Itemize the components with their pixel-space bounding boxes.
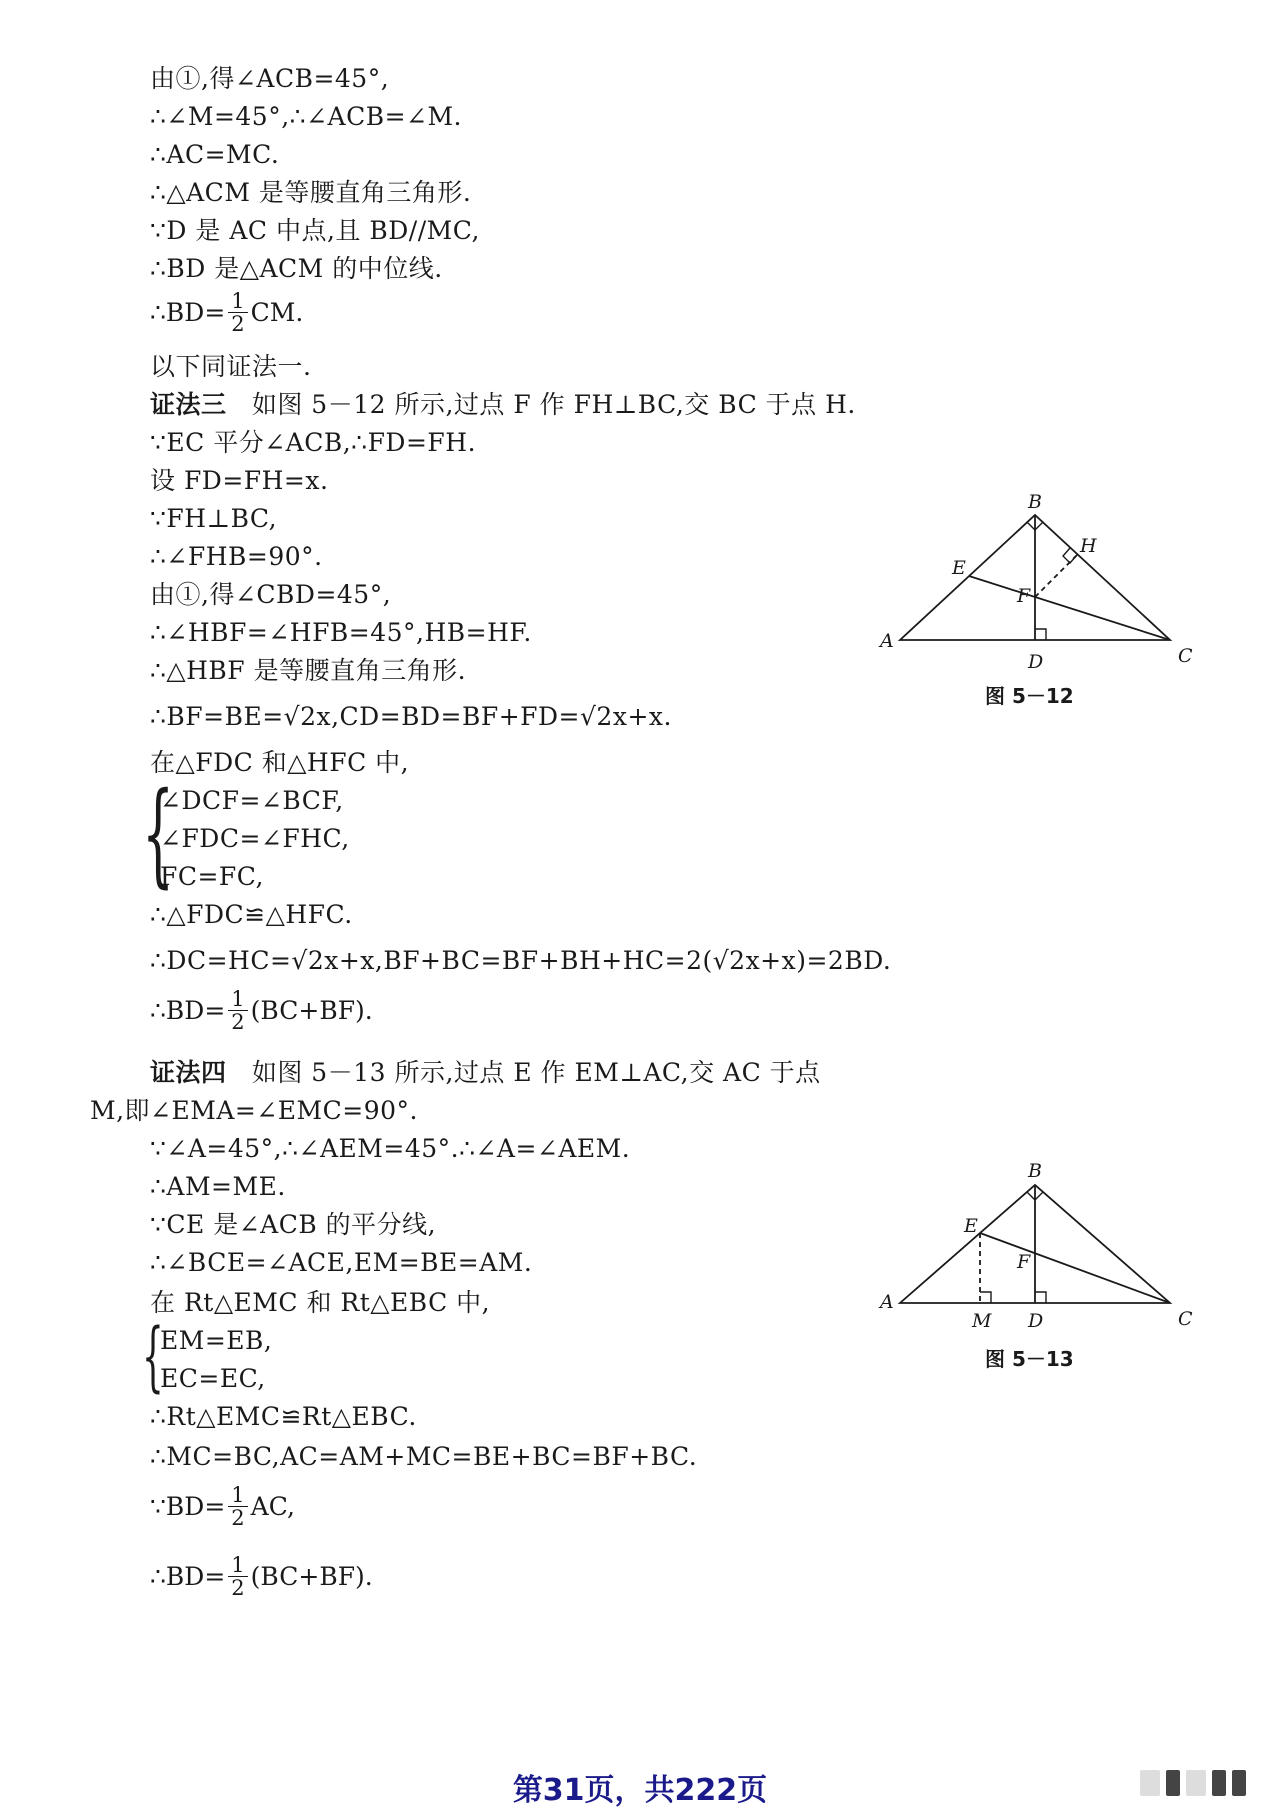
right-angle-d [1035, 1292, 1046, 1303]
label-d: D [1028, 651, 1044, 673]
denominator: 2 [231, 312, 245, 336]
denominator: 2 [231, 1506, 245, 1530]
line-26: 在 Rt△EMC 和 Rt△EBC 中, [150, 1288, 491, 1317]
line-25: ∴∠BCE=∠ACE,EM=BE=AM. [150, 1248, 533, 1277]
label-c: C [1178, 645, 1193, 667]
toolbar-icon[interactable] [1212, 1770, 1226, 1796]
system-brace-2: { [142, 1311, 164, 1400]
toolbar-icon[interactable] [1140, 1770, 1160, 1796]
line-23: ∴AM=ME. [150, 1172, 286, 1201]
right-angle-d [1035, 629, 1046, 640]
segment-ec [969, 576, 1170, 640]
page-indicator: 第31页，共222页 [512, 1773, 768, 1808]
system2-line-1: EM=EB, [160, 1326, 273, 1355]
line-4: ∴△ACM 是等腰直角三角形. [150, 178, 472, 207]
fraction [228, 1554, 247, 1599]
line-3: ∴AC=MC. [150, 140, 280, 169]
frac-prefix: ∴BD= [150, 1562, 226, 1591]
toolbar-icon[interactable] [1232, 1770, 1246, 1796]
line-1: 由①,得∠ACB=45°, [150, 64, 390, 93]
line-10: 设 FD=FH=x. [150, 466, 329, 495]
fraction [228, 988, 247, 1033]
figure-5-12-caption: 图 5－12 [985, 684, 1074, 708]
method-4-heading: 证法四 [150, 1058, 227, 1087]
line-27: ∴Rt△EMC≌Rt△EBC. [150, 1402, 417, 1431]
line-15: ∴△HBF 是等腰直角三角形. [150, 656, 467, 685]
frac-suffix: (BC+BF). [250, 996, 373, 1025]
frac-prefix: ∴BD= [150, 298, 226, 327]
line-11: ∵FH⊥BC, [150, 504, 278, 533]
line-28: ∴MC=BC,AC=AM+MC=BE+BC=BF+BC. [150, 1442, 698, 1471]
system2-line-2: EC=EC, [160, 1364, 266, 1393]
line-24: ∵CE 是∠ACB 的平分线, [150, 1210, 437, 1239]
line-22: ∵∠A=45°,∴∠AEM=45°.∴∠A=∠AEM. [150, 1134, 631, 1163]
line-16: ∴BF=BE=√2x,CD=BD=BF+FD=√2x+x. [150, 702, 672, 731]
viewer-toolbar[interactable] [1140, 1770, 1246, 1796]
figure-5-13-svg [870, 1155, 1210, 1335]
figure-5-13-caption: 图 5－13 [985, 1347, 1074, 1371]
segment-ec [980, 1233, 1170, 1303]
numerator: 1 [228, 290, 247, 313]
label-e: E [952, 557, 966, 579]
frac-suffix: AC, [250, 1492, 295, 1521]
denominator: 2 [231, 1010, 245, 1034]
line-30-fraction [150, 1554, 373, 1599]
line-29-fraction [150, 1484, 295, 1529]
line-7-fraction [150, 290, 303, 335]
system-brace: { [142, 769, 175, 899]
denominator: 2 [231, 1576, 245, 1600]
label-b: B [1028, 1160, 1042, 1182]
figure-5-12 [870, 490, 1210, 684]
method-3-body: 如图 5－12 所示,过点 F 作 FH⊥BC,交 BC 于点 H. [251, 390, 856, 419]
system-line-1: ∠DCF=∠BCF, [160, 786, 344, 815]
line-14: ∴∠HBF=∠HFB=45°,HB=HF. [150, 618, 532, 647]
method-3-line [150, 388, 856, 422]
line-6: ∴BD 是△ACM 的中位线. [150, 254, 443, 283]
frac-prefix: ∵BD= [150, 1492, 226, 1521]
label-f: F [1017, 1251, 1031, 1273]
numerator: 1 [228, 1484, 247, 1507]
label-m: M [972, 1310, 992, 1332]
figure-5-12-svg [870, 490, 1210, 680]
right-angle-m [980, 1292, 991, 1303]
label-b: B [1028, 491, 1042, 513]
method-3-heading: 证法三 [150, 390, 227, 419]
label-f: F [1017, 585, 1031, 607]
line-5: ∵D 是 AC 中点,且 BD//MC, [150, 216, 480, 245]
label-h: H [1080, 535, 1097, 557]
system-line-2: ∠FDC=∠FHC, [160, 824, 350, 853]
fraction [228, 1484, 247, 1529]
numerator: 1 [228, 1554, 247, 1577]
label-d: D [1028, 1310, 1044, 1332]
toolbar-icon[interactable] [1186, 1770, 1206, 1796]
label-a: A [880, 630, 894, 652]
line-12: ∴∠FHB=90°. [150, 542, 323, 571]
line-21: M,即∠EMA=∠EMC=90°. [90, 1096, 418, 1125]
line-13: 由①,得∠CBD=45°, [150, 580, 392, 609]
label-e: E [964, 1215, 978, 1237]
frac-suffix: CM. [250, 298, 304, 327]
line-2: ∴∠M=45°,∴∠ACB=∠M. [150, 102, 463, 131]
fraction [228, 290, 247, 335]
frac-prefix: ∴BD= [150, 996, 226, 1025]
right-angle-h [1063, 548, 1077, 563]
numerator: 1 [228, 988, 247, 1011]
system-line-3: FC=FC, [160, 862, 264, 891]
label-a: A [880, 1291, 894, 1313]
method-4-body: 如图 5－13 所示,过点 E 作 EM⊥AC,交 AC 于点 [251, 1058, 821, 1087]
toolbar-icon[interactable] [1166, 1770, 1180, 1796]
line-8: 以下同证法一. [150, 352, 312, 381]
line-9: ∵EC 平分∠ACB,∴FD=FH. [150, 428, 477, 457]
line-17: 在△FDC 和△HFC 中, [150, 748, 410, 777]
method-4-line [150, 1056, 821, 1090]
line-19: ∴DC=HC=√2x+x,BF+BC=BF+BH+HC=2(√2x+x)=2BD. [150, 946, 892, 975]
frac-suffix: (BC+BF). [250, 1562, 373, 1591]
line-18: ∴△FDC≌△HFC. [150, 900, 353, 929]
label-c: C [1178, 1308, 1193, 1330]
figure-5-13 [870, 1155, 1210, 1339]
line-20-fraction [150, 988, 373, 1033]
